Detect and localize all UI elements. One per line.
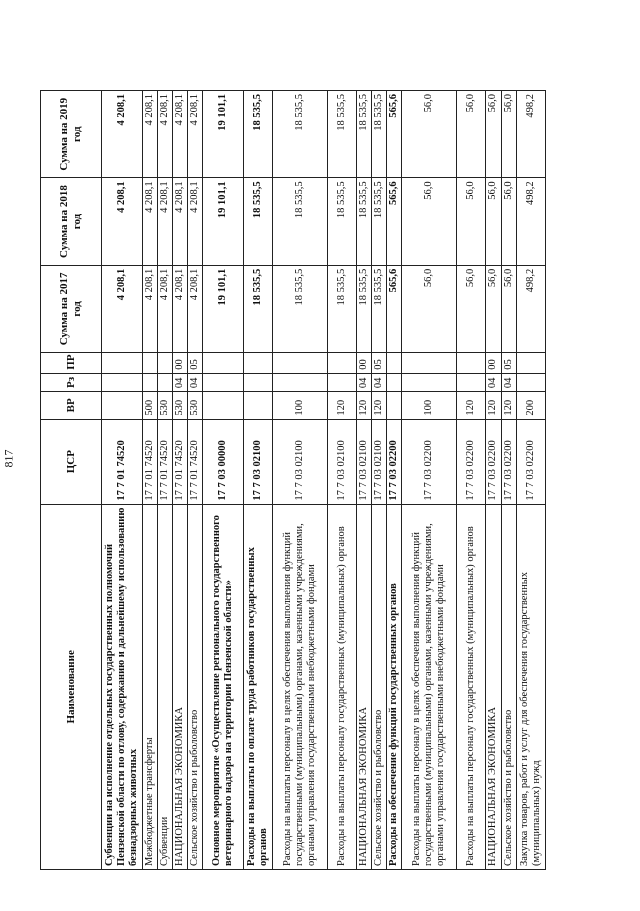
cell-csr: 17 7 03 02200 — [457, 419, 486, 504]
cell-rz — [244, 373, 273, 391]
cell-vr: 120 — [457, 392, 486, 420]
cell-sum-2019: 4 208,1 — [173, 91, 188, 178]
cell-name: Субвенции на исполнение отдельных государственных полномочий Пензенской области по отлову, содержанию и дальнейшему использованию безнадзорных животных — [102, 504, 143, 869]
header-sum-2018: Сумма на 2018 год — [41, 178, 102, 265]
cell-csr: 17 7 03 02200 — [387, 419, 402, 504]
cell-name: НАЦИОНАЛЬНАЯ ЭКОНОМИКА — [486, 504, 501, 869]
cell-sum-2017: 4 208,1 — [188, 265, 203, 352]
cell-vr — [102, 392, 143, 420]
cell-sum-2018: 4 208,1 — [143, 178, 158, 265]
header-rz: Рз — [41, 373, 102, 391]
cell-sum-2018: 498,2 — [516, 178, 545, 265]
cell-csr: 17 7 01 74520 — [143, 419, 158, 504]
cell-sum-2019: 56,0 — [457, 91, 486, 178]
cell-sum-2018: 4 208,1 — [158, 178, 173, 265]
cell-vr: 120 — [486, 392, 501, 420]
table-row — [516, 91, 545, 870]
table-body — [102, 91, 546, 870]
cell-vr: 530 — [173, 392, 188, 420]
cell-name: Основное мероприятие «Осуществление регионального государственного ветеринарного надзора на территории Пензенской области» — [203, 504, 244, 869]
table-row — [457, 91, 486, 870]
cell-pr — [387, 353, 402, 374]
cell-name: Расходы на выплаты персоналу государственных (муниципальных) органов — [328, 504, 357, 869]
cell-rz — [387, 373, 402, 391]
cell-rz: 04 — [501, 373, 516, 391]
cell-name: Межбюджетные трансферты — [143, 504, 158, 869]
cell-sum-2019: 18 535,5 — [328, 91, 357, 178]
cell-rz — [203, 373, 244, 391]
cell-sum-2019: 56,0 — [486, 91, 501, 178]
cell-sum-2017: 4 208,1 — [173, 265, 188, 352]
page-number-container — [0, 6, 18, 911]
cell-sum-2018: 56,0 — [501, 178, 516, 265]
cell-vr: 530 — [158, 392, 173, 420]
cell-sum-2017: 56,0 — [486, 265, 501, 352]
cell-pr: 05 — [188, 353, 203, 374]
page-number: 817 — [1, 449, 16, 468]
cell-csr: 17 7 01 74520 — [173, 419, 188, 504]
cell-pr: 00 — [486, 353, 501, 374]
table-row — [501, 91, 516, 870]
cell-sum-2017: 565,6 — [387, 265, 402, 352]
table-row — [402, 91, 457, 870]
cell-sum-2019: 56,0 — [402, 91, 457, 178]
table-row — [244, 91, 273, 870]
cell-sum-2017: 18 535,5 — [273, 265, 328, 352]
table-row — [102, 91, 143, 870]
cell-sum-2018: 18 535,5 — [357, 178, 372, 265]
table-row — [372, 91, 387, 870]
cell-name: Расходы на выплаты персоналу в целях обеспечения выполнения функций государственными (муниципальными) органами, казенными учреждениями, органами управления государственными внебюджетными фондами — [402, 504, 457, 869]
cell-sum-2017: 56,0 — [501, 265, 516, 352]
cell-vr: 120 — [357, 392, 372, 420]
cell-rz — [158, 373, 173, 391]
cell-sum-2018: 18 535,5 — [244, 178, 273, 265]
cell-sum-2017: 4 208,1 — [158, 265, 173, 352]
cell-pr — [402, 353, 457, 374]
cell-sum-2017: 18 535,5 — [357, 265, 372, 352]
cell-name: НАЦИОНАЛЬНАЯ ЭКОНОМИКА — [357, 504, 372, 869]
rotated-content — [40, 90, 620, 870]
cell-pr — [273, 353, 328, 374]
table-row — [203, 91, 244, 870]
cell-vr: 530 — [188, 392, 203, 420]
cell-sum-2018: 56,0 — [457, 178, 486, 265]
cell-sum-2017: 18 535,5 — [372, 265, 387, 352]
cell-vr — [203, 392, 244, 420]
cell-sum-2017: 56,0 — [402, 265, 457, 352]
cell-rz — [102, 373, 143, 391]
cell-sum-2018: 18 535,5 — [328, 178, 357, 265]
cell-rz — [273, 373, 328, 391]
cell-name: Расходы на выплаты персоналу в целях обеспечения выполнения функций государственными (муниципальными) органами, казенными учреждениями, органами управления государственными внебюджетными фондами — [273, 504, 328, 869]
cell-sum-2019: 4 208,1 — [188, 91, 203, 178]
cell-csr: 17 7 03 02100 — [372, 419, 387, 504]
cell-sum-2018: 18 535,5 — [273, 178, 328, 265]
cell-sum-2019: 4 208,1 — [102, 91, 143, 178]
cell-sum-2017: 56,0 — [457, 265, 486, 352]
header-sum-2019: Сумма на 2019 год — [41, 91, 102, 178]
cell-rz: 04 — [486, 373, 501, 391]
cell-vr: 100 — [273, 392, 328, 420]
cell-pr — [102, 353, 143, 374]
cell-csr: 17 7 03 02200 — [501, 419, 516, 504]
cell-pr — [203, 353, 244, 374]
cell-sum-2019: 4 208,1 — [158, 91, 173, 178]
cell-pr: 05 — [501, 353, 516, 374]
cell-pr — [244, 353, 273, 374]
cell-vr — [387, 392, 402, 420]
budget-table — [40, 90, 546, 870]
cell-sum-2019: 19 101,1 — [203, 91, 244, 178]
cell-csr: 17 7 03 02200 — [486, 419, 501, 504]
cell-name: Сельское хозяйство и рыболовство — [188, 504, 203, 869]
cell-sum-2017: 498,2 — [516, 265, 545, 352]
cell-rz — [143, 373, 158, 391]
cell-csr: 17 7 01 74520 — [158, 419, 173, 504]
table-row — [158, 91, 173, 870]
cell-name: Расходы на выплаты по оплате труда работников государственных органов — [244, 504, 273, 869]
cell-pr — [516, 353, 545, 374]
cell-rz: 04 — [173, 373, 188, 391]
cell-csr: 17 7 03 00000 — [203, 419, 244, 504]
cell-vr: 200 — [516, 392, 545, 420]
cell-vr — [244, 392, 273, 420]
cell-sum-2017: 4 208,1 — [143, 265, 158, 352]
table-row — [143, 91, 158, 870]
cell-name: Расходы на обеспечение функций государственных органов — [387, 504, 402, 869]
cell-pr: 00 — [357, 353, 372, 374]
cell-csr: 17 7 01 74520 — [188, 419, 203, 504]
table-row — [173, 91, 188, 870]
cell-rz — [516, 373, 545, 391]
header-sum-2017: Сумма на 2017 год — [41, 265, 102, 352]
cell-rz — [402, 373, 457, 391]
cell-csr: 17 7 01 74520 — [102, 419, 143, 504]
cell-sum-2018: 4 208,1 — [173, 178, 188, 265]
header-name: Наименование — [41, 504, 102, 869]
cell-rz: 04 — [372, 373, 387, 391]
cell-vr: 500 — [143, 392, 158, 420]
cell-csr: 17 7 03 02200 — [516, 419, 545, 504]
table-row — [273, 91, 328, 870]
cell-csr: 17 7 03 02200 — [402, 419, 457, 504]
cell-pr — [143, 353, 158, 374]
cell-csr: 17 7 03 02100 — [357, 419, 372, 504]
cell-sum-2019: 56,0 — [501, 91, 516, 178]
cell-rz — [457, 373, 486, 391]
cell-pr: 00 — [173, 353, 188, 374]
cell-sum-2019: 498,2 — [516, 91, 545, 178]
header-csr: ЦСР — [41, 419, 102, 504]
table-row — [387, 91, 402, 870]
cell-sum-2017: 19 101,1 — [203, 265, 244, 352]
cell-pr: 05 — [372, 353, 387, 374]
cell-rz — [328, 373, 357, 391]
cell-sum-2017: 18 535,5 — [328, 265, 357, 352]
table-row — [486, 91, 501, 870]
cell-csr: 17 7 03 02100 — [328, 419, 357, 504]
cell-sum-2018: 19 101,1 — [203, 178, 244, 265]
cell-name: Расходы на выплаты персоналу государственных (муниципальных) органов — [457, 504, 486, 869]
cell-csr: 17 7 03 02100 — [273, 419, 328, 504]
cell-sum-2019: 18 535,5 — [273, 91, 328, 178]
cell-sum-2017: 18 535,5 — [244, 265, 273, 352]
cell-sum-2019: 18 535,5 — [357, 91, 372, 178]
table-row — [357, 91, 372, 870]
table-row — [188, 91, 203, 870]
rotated-page — [40, 90, 620, 870]
cell-sum-2018: 56,0 — [402, 178, 457, 265]
cell-sum-2018: 565,6 — [387, 178, 402, 265]
cell-name: Субвенции — [158, 504, 173, 869]
table-header-row — [41, 91, 102, 870]
cell-vr: 120 — [328, 392, 357, 420]
cell-sum-2018: 56,0 — [486, 178, 501, 265]
cell-sum-2018: 4 208,1 — [188, 178, 203, 265]
cell-rz: 04 — [357, 373, 372, 391]
cell-vr: 120 — [501, 392, 516, 420]
cell-sum-2018: 4 208,1 — [102, 178, 143, 265]
cell-sum-2017: 4 208,1 — [102, 265, 143, 352]
cell-pr — [457, 353, 486, 374]
cell-vr: 100 — [402, 392, 457, 420]
cell-name: НАЦИОНАЛЬНАЯ ЭКОНОМИКА — [173, 504, 188, 869]
cell-name: Сельское хозяйство и рыболовство — [372, 504, 387, 869]
cell-sum-2018: 18 535,5 — [372, 178, 387, 265]
cell-pr — [158, 353, 173, 374]
cell-sum-2019: 18 535,5 — [244, 91, 273, 178]
header-pr: ПР — [41, 353, 102, 374]
cell-pr — [328, 353, 357, 374]
cell-csr: 17 7 03 02100 — [244, 419, 273, 504]
header-vr: ВР — [41, 392, 102, 420]
cell-sum-2019: 4 208,1 — [143, 91, 158, 178]
cell-rz: 04 — [188, 373, 203, 391]
cell-sum-2019: 18 535,5 — [372, 91, 387, 178]
cell-sum-2019: 565,6 — [387, 91, 402, 178]
table-row — [328, 91, 357, 870]
cell-name: Сельское хозяйство и рыболовство — [501, 504, 516, 869]
cell-name: Закупка товаров, работ и услуг для обеспечения государственных (муниципальных) нужд — [516, 504, 545, 869]
cell-vr: 120 — [372, 392, 387, 420]
